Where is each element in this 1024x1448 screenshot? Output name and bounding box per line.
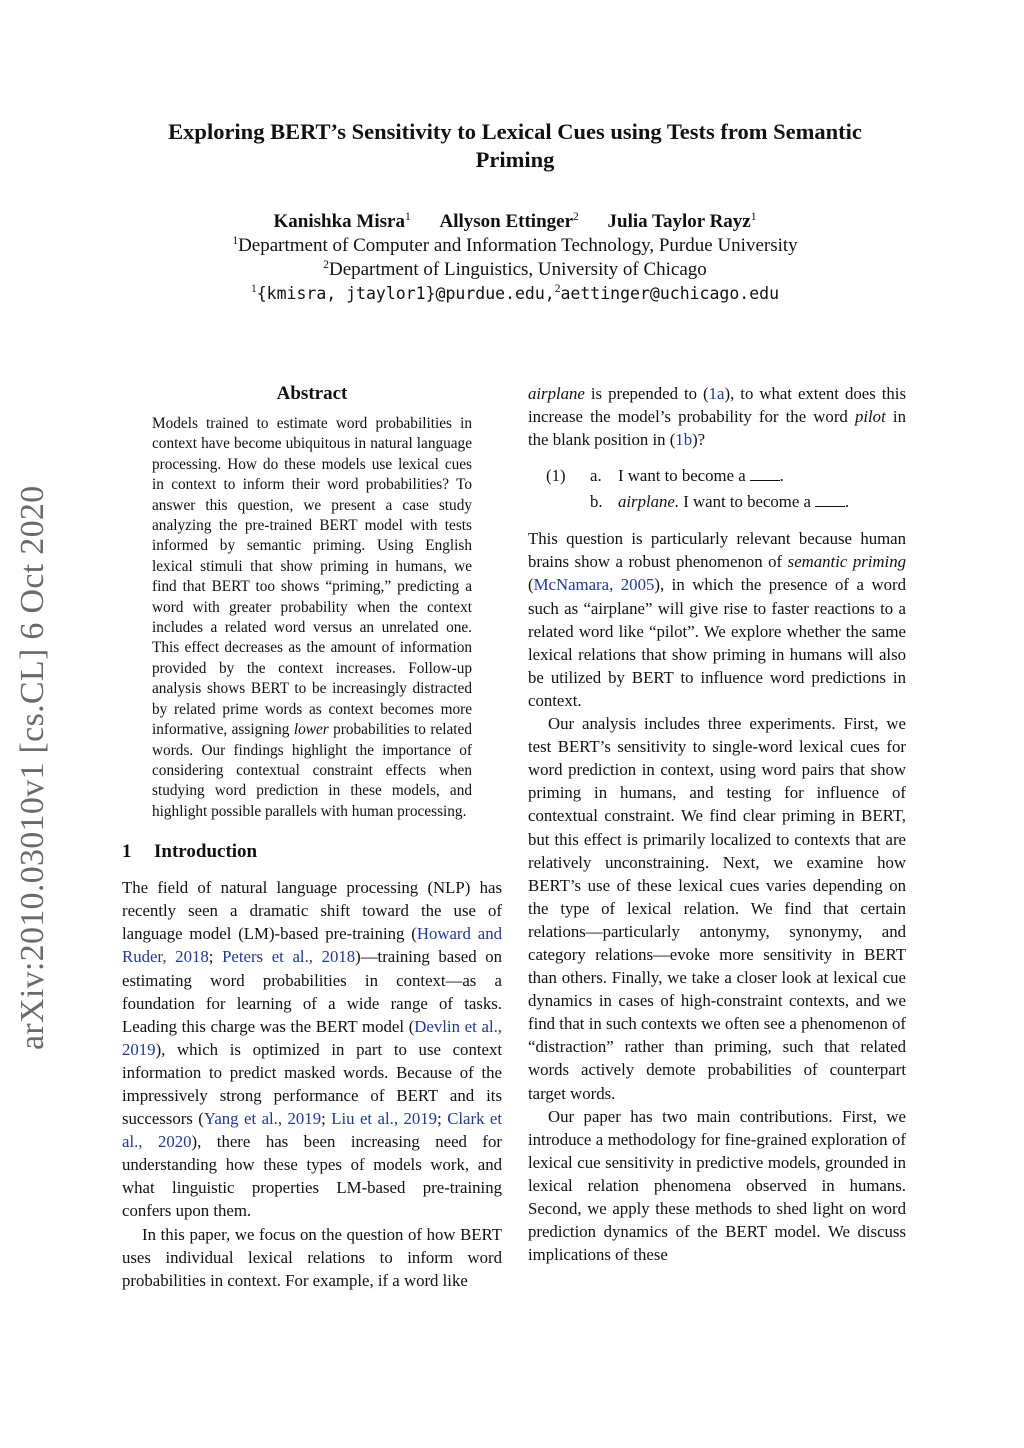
email-uchicago[interactable]: aettinger@uchicago.edu: [560, 284, 780, 303]
intro-paragraph-2-start: [122, 1223, 502, 1292]
section-title: Introduction: [154, 841, 258, 863]
author-name: [608, 211, 757, 232]
email-superscript: 1: [250, 283, 257, 295]
citation-link[interactable]: Peters et al., 2018: [222, 947, 356, 967]
intro-paragraph-2-cont: [528, 382, 906, 451]
blank-line: [750, 465, 780, 481]
author-name: [439, 211, 578, 232]
example-text: I want to become a: [683, 492, 811, 512]
section-number: 1: [122, 841, 132, 863]
affiliation-1: [110, 234, 920, 258]
email-superscript: 2: [554, 283, 561, 295]
paragraph-text: This question is particularly relevant because human brains show a robust phenomenon of: [528, 529, 906, 572]
blank-line: [815, 491, 845, 507]
paragraph-text: In this paper, we focus on the question of how BERT uses individual lexical relations to inform word probabilities in context. For example, if a word like: [122, 1224, 502, 1290]
example-label: b.: [590, 492, 603, 512]
emphasis-phrase: semantic priming: [787, 552, 906, 572]
example-period: .: [779, 466, 784, 486]
abstract-body: [152, 414, 472, 822]
paragraph-text: The field of natural language processing (NLP) has recently seen a dramatic shift toward the use of language model (LM)-based pre-training (: [122, 878, 502, 944]
example-1: [528, 463, 906, 515]
example-sentence: [618, 463, 784, 489]
example-number-spacer: [528, 489, 590, 515]
left-column: [122, 382, 502, 1292]
abstract-heading: Abstract: [276, 383, 348, 404]
emphasis-word: airplane: [528, 384, 585, 403]
affiliation-text: Department of Linguistics, University of Chicago: [328, 259, 707, 280]
paragraph-text: ), in which the presence of a word such as “airplane” will give rise to faster reactions to a related word like “pilot”. We explore whether the same lexical relations that show priming in humans will also be utilized by BERT to influence word predictions in context.: [528, 575, 906, 710]
title-line-2: Priming: [475, 147, 555, 172]
email-purdue[interactable]: {kmisra, jtaylor1}@purdue.edu,: [256, 284, 555, 303]
emphasis-word: pilot: [854, 407, 886, 427]
citation-separator: ;: [437, 1109, 448, 1129]
author-name-text: Kanishka Misra: [273, 211, 405, 232]
citation-link[interactable]: Clark et al., 2020: [122, 1109, 503, 1152]
section-heading-introduction: [122, 840, 502, 864]
author-name-text: Julia Taylor Rayz: [607, 211, 751, 232]
example-sentence: [618, 489, 849, 515]
paragraph-text: is prepended to (: [590, 384, 709, 403]
title-line-1: Exploring BERT’s Sensitivity to Lexical Cues using Tests from Semantic: [168, 119, 862, 144]
intro-paragraph-5: Our paper has two main contributions. First, we introduce a methodology for fine-grained exploration of lexical cue sensitivity in predictive models, grounded in lexical relation phenomena observed in humans. Second, we apply these methods to shed light on word prediction dynamics of the BERT model. We discuss implications of these: [528, 1106, 906, 1265]
example-row-a: [528, 463, 906, 489]
author-name: [274, 211, 411, 232]
citation-separator: ;: [208, 947, 223, 967]
abstract-emphasis: lower: [293, 721, 329, 739]
example-text: I want to become a: [618, 466, 746, 486]
affiliation-text: Department of Computer and Information Technology, Purdue University: [238, 235, 798, 256]
example-row-b: [528, 489, 906, 515]
author-names: [110, 210, 920, 234]
citation-separator: ;: [321, 1109, 332, 1129]
paragraph-text: (: [528, 575, 534, 595]
intro-paragraph-3: [528, 527, 906, 712]
paragraph-text: ), to what extent does this increase the model’s probability for the word: [528, 384, 906, 427]
citation-link[interactable]: Yang et al., 2019: [203, 1109, 322, 1129]
citation-link[interactable]: Howard and Ruder, 2018: [122, 924, 502, 967]
intro-paragraph-4: Our analysis includes three experiments. First, we test BERT’s sensitivity to single-word lexical cues for word prediction in context, using word pairs that show priming in humans, and testing for influence of contextual constraint. We find clear priming in BERT, but this effect is primarily localized to contexts that are relatively unconstraining. Next, we examine how BERT’s use of these lexical cues varies depending on the type of lexical relation. We find that certain relations—particularly antonymy, synonymy, and category relations—evoke more sensitivity in BERT than others. Finally, we take a closer look at lexical cue dynamics in cases of high-constraint contexts, and we find that in such contexts we often see a phenomenon of “distraction” rather than priming, such that related words actively demote probabilities of counterpart target words.: [528, 714, 906, 1103]
intro-paragraph-1: [122, 876, 502, 1222]
example-period: .: [844, 492, 850, 512]
right-column: [528, 382, 906, 1266]
author-name-text: Allyson Ettinger: [439, 211, 573, 232]
author-block: [110, 210, 920, 306]
author-superscript: 1: [750, 211, 757, 223]
arxiv-identifier[interactable]: arXiv:2010.03010v1 [cs.CL] 6 Oct 2020: [14, 485, 51, 1050]
citation-link[interactable]: Liu et al., 2019: [331, 1109, 438, 1129]
affiliation-superscript: 2: [323, 259, 329, 271]
example-reference-link[interactable]: 1a: [708, 384, 725, 403]
citation-link[interactable]: McNamara, 2005: [533, 575, 655, 595]
abstract-text: probabilities to related words. Our findings highlight the importance of considering contextual constraint effects when studying word prediction in these models, and highlight possible parallels with human processing.: [152, 721, 472, 820]
paragraph-text: )—training based on estimating word probabilities in context—as a foundation for learning of a wide range of tasks. Leading this charge was the BERT model (: [122, 947, 503, 1036]
affiliation-superscript: 1: [232, 235, 239, 247]
example-reference-link[interactable]: 1b: [675, 430, 693, 450]
paper-title: [110, 118, 920, 174]
paragraph-text: ), which is optimized in part to use context information to predict masked words. Because of the impressively strong performance of BERT and its successors (: [122, 1039, 502, 1129]
example-prime-word: airplane.: [618, 492, 680, 512]
author-superscript: 2: [573, 211, 579, 223]
abstract-text: Models trained to estimate word probabilities in context have become ubiquitous in natural language processing. How do these models use lexical cues in context to inform their word probabilities? To answer this question, we present a case study analyzing the pre-trained BERT model with tests informed by semantic priming. Using English lexical stimuli that show priming in humans, we find that BERT too shows “priming,” predicting a word with greater probability when the context includes a related word versus an unrelated one. This effect decreases as the amount of information provided by the context increases. Follow-up analysis shows BERT to be increasingly distracted by related prime words as context becomes more informative, assigning: [152, 415, 472, 739]
example-number: (1): [546, 466, 566, 486]
example-label: a.: [590, 466, 602, 486]
citation-link[interactable]: Devlin et al., 2019: [122, 1016, 502, 1059]
paragraph-text: ), there has been increasing need for understanding how these types of models work, and what linguistic properties LM-based pre-training confers upon them.: [122, 1132, 502, 1221]
affiliation-2: [110, 258, 920, 282]
paragraph-text: in the blank position in (: [528, 407, 906, 450]
author-superscript: 1: [404, 211, 411, 223]
paragraph-text: )?: [692, 430, 706, 450]
email-line: [110, 282, 920, 306]
